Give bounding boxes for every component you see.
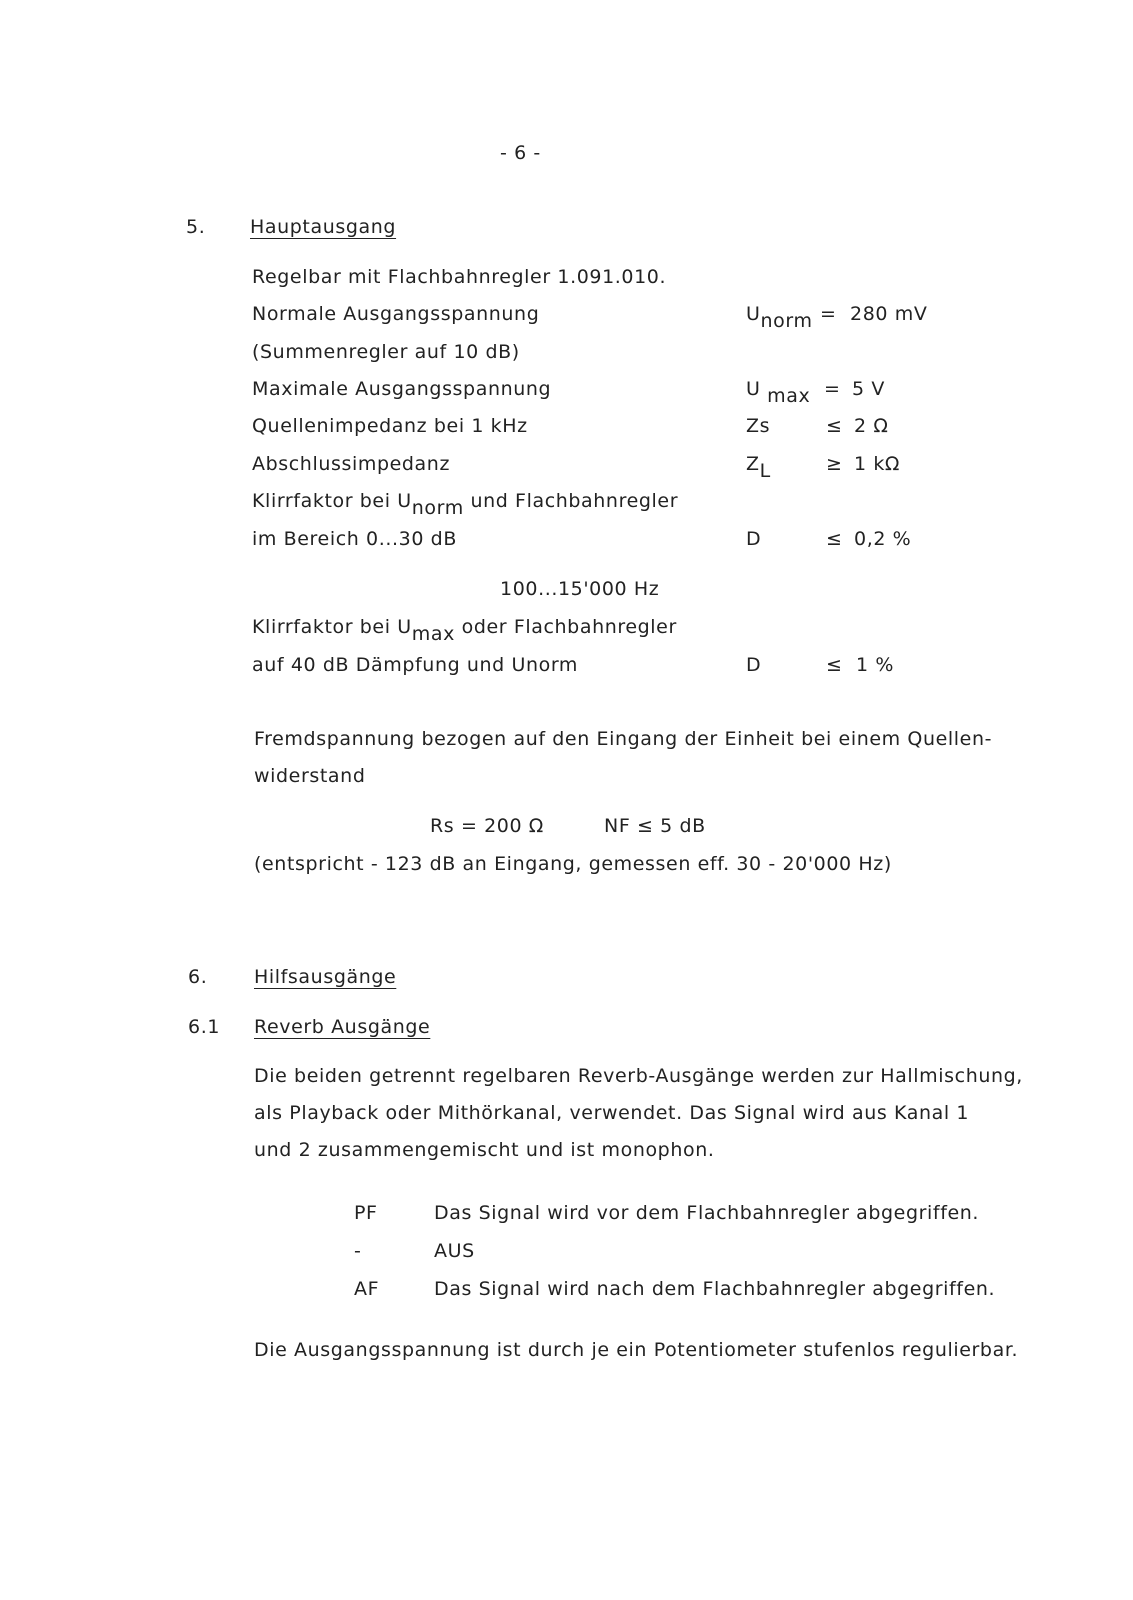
klirrfaktor-norm-line: Klirrfaktor bei $U_{norm}$ und Flachbahnregler bbox=[252, 490, 679, 519]
abschlussimpedanz-value: 1 kΩ bbox=[854, 453, 901, 475]
regelbar-line: Regelbar mit Flachbahnregler 1.091.010. bbox=[252, 266, 667, 288]
section-6-title: Hilfsausgänge bbox=[254, 966, 397, 988]
option-af-text: Das Signal wird nach dem Flachbahnregler abgegriffen. bbox=[434, 1278, 996, 1300]
klirrfaktor-max-line: Klirrfaktor bei $U_{max}$ oder Flachbahnregler bbox=[252, 616, 677, 645]
option-pf-key: PF bbox=[354, 1202, 378, 1224]
section-6-1-number: 6.1 bbox=[188, 1016, 221, 1038]
option-aus-key: - bbox=[354, 1240, 362, 1262]
bereich-symbol: D bbox=[746, 528, 762, 550]
quellenimpedanz-symbol: Zs bbox=[746, 415, 771, 437]
maximale-relation: = bbox=[824, 378, 841, 400]
quellenimpedanz-value: 2 Ω bbox=[854, 415, 889, 437]
auf40-relation: ≤ bbox=[826, 654, 843, 676]
normale-symbol: $U_{norm}$ bbox=[746, 303, 813, 332]
reverb-para-line-1: Die beiden getrennt regelbaren Reverb-Ausgänge werden zur Hallmischung, bbox=[254, 1065, 1023, 1087]
normale-label: Normale Ausgangsspannung bbox=[252, 303, 540, 325]
section-6-1-title: Reverb Ausgänge bbox=[254, 1016, 431, 1038]
fremdspannung-line-2: widerstand bbox=[254, 765, 366, 787]
option-aus-text: AUS bbox=[434, 1240, 475, 1262]
normale-relation: = bbox=[820, 303, 837, 325]
auf40-symbol: D bbox=[746, 654, 762, 676]
quellenimpedanz-label: Quellenimpedanz bei 1 kHz bbox=[252, 415, 528, 437]
bereich-label: im Bereich 0...30 dB bbox=[252, 528, 457, 550]
abschlussimpedanz-symbol: $Z_L$ bbox=[746, 453, 771, 482]
option-af-key: AF bbox=[354, 1278, 380, 1300]
auf40-value: 1 % bbox=[856, 654, 894, 676]
section-5-number: 5. bbox=[186, 216, 206, 238]
rs-formula: Rs = 200 Ω bbox=[430, 815, 544, 837]
maximale-value: 5 V bbox=[852, 378, 885, 400]
abschlussimpedanz-relation: ≥ bbox=[826, 453, 843, 475]
page-number: - 6 - bbox=[500, 142, 541, 164]
final-line: Die Ausgangsspannung ist durch je ein Potentiometer stufenlos regulierbar. bbox=[254, 1339, 1019, 1361]
summenregler-line: (Summenregler auf 10 dB) bbox=[252, 341, 520, 363]
normale-value: 280 mV bbox=[850, 303, 928, 325]
section-5-title: Hauptausgang bbox=[250, 216, 397, 238]
bereich-value: 0,2 % bbox=[854, 528, 912, 550]
auf40-label: auf 40 dB Dämpfung und Unorm bbox=[252, 654, 579, 676]
option-pf-text: Das Signal wird vor dem Flachbahnregler abgegriffen. bbox=[434, 1202, 980, 1224]
reverb-para-line-3: und 2 zusammengemischt und ist monophon. bbox=[254, 1139, 715, 1161]
section-6-number: 6. bbox=[188, 966, 208, 988]
entspricht-line: (entspricht - 123 dB an Eingang, gemessen eff. 30 - 20'000 Hz) bbox=[254, 853, 892, 875]
nf-formula: NF ≤ 5 dB bbox=[604, 815, 706, 837]
maximale-symbol: U $_{max}$ bbox=[746, 378, 811, 407]
quellenimpedanz-relation: ≤ bbox=[826, 415, 843, 437]
maximale-label: Maximale Ausgangsspannung bbox=[252, 378, 552, 400]
reverb-para-line-2: als Playback oder Mithörkanal, verwendet. Das Signal wird aus Kanal 1 bbox=[254, 1102, 970, 1124]
bereich-relation: ≤ bbox=[826, 528, 843, 550]
frequency-range: 100...15'000 Hz bbox=[500, 578, 660, 600]
abschlussimpedanz-label: Abschlussimpedanz bbox=[252, 453, 451, 475]
fremdspannung-line-1: Fremdspannung bezogen auf den Eingang der Einheit bei einem Quellen- bbox=[254, 728, 993, 750]
